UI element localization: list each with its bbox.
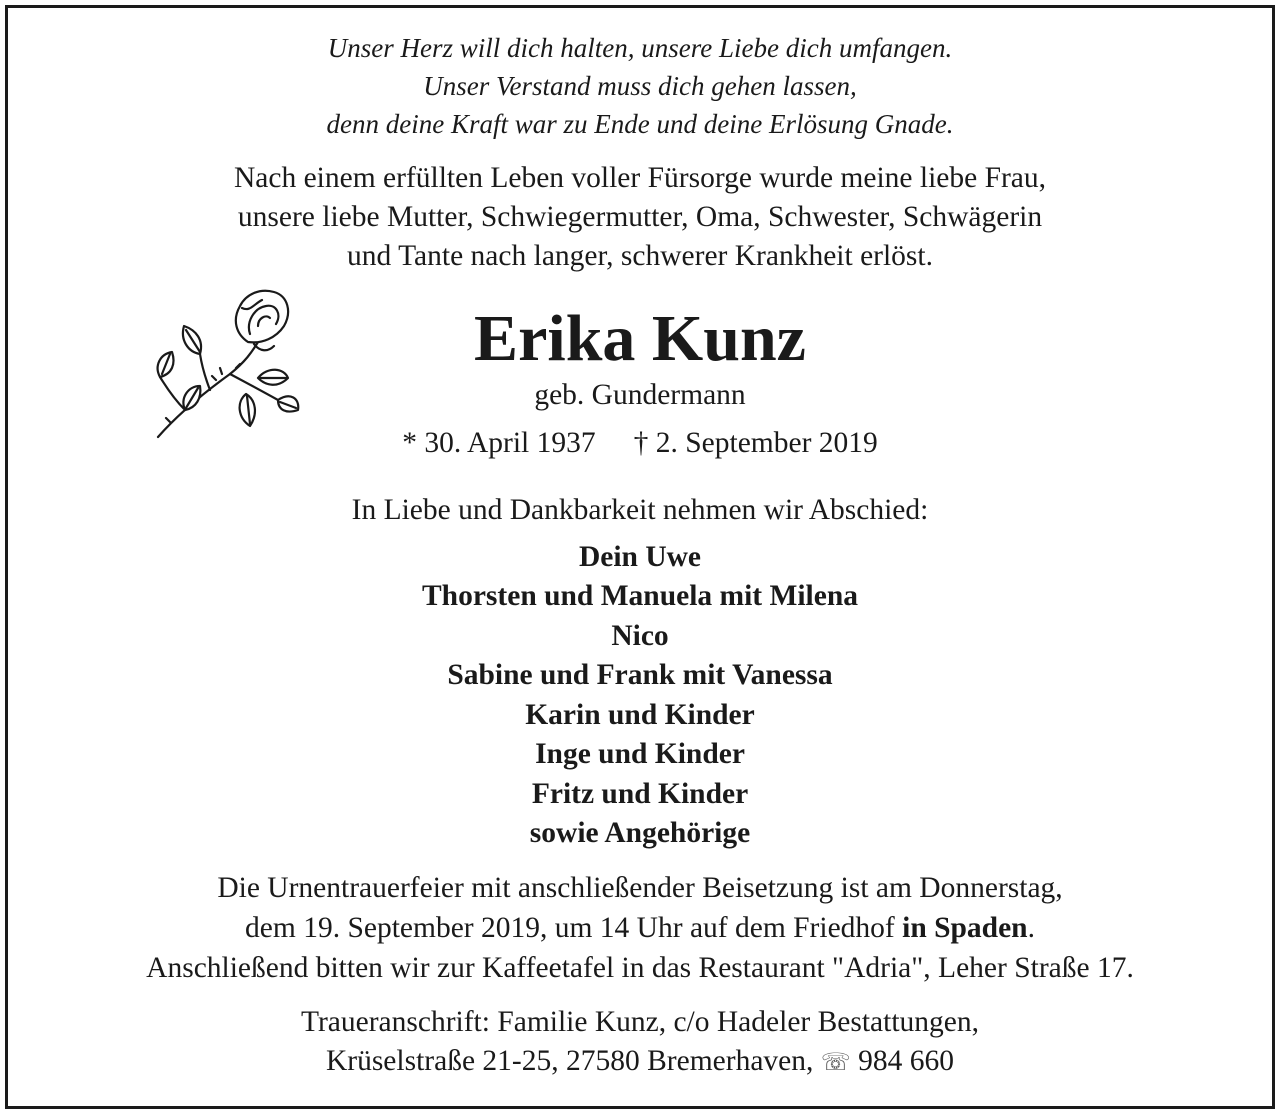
intro-line: unsere liebe Mutter, Schwiegermutter, Oma, Schwester, Schwägerin [237,201,1043,233]
intro-line: Nach einem erfüllten Leben voller Fürsorge wurde meine liebe Frau, [233,162,1047,194]
address-line [0,1047,1280,1077]
address-text: Krüselstraße 21-25, 27580 Bremerhaven, [325,1045,821,1077]
ceremony-place: in Spaden [902,912,1028,944]
ceremony-text: dem 19. September 2019, um 14 Uhr auf dem Friedhof [245,912,903,944]
poem-line: denn deine Kraft war zu Ende und deine Erlösung Gnade. [326,109,954,139]
telephone-icon: ☏ [820,1048,851,1076]
mourner-line: Inge und Kinder [535,738,745,770]
mourner-line: Dein Uwe [578,541,702,573]
mourner-line: Nico [611,620,669,652]
birth-date: * 30. April 1937 [402,427,596,459]
ceremony-line [0,914,1280,944]
phone-number: 984 660 [850,1045,955,1077]
mourner-line: Karin und Kinder [525,699,755,731]
life-dates [0,429,1280,459]
ceremony-line: Die Urnentrauerfeier mit anschließender Beisetzung ist am Donnerstag, [217,872,1063,904]
poem-line: Unser Verstand muss dich gehen lassen, [423,71,857,101]
ceremony-line: Anschließend bitten wir zur Kaffeetafel in das Restaurant "Adria", Leher Straße 17. [146,952,1134,984]
mourner-line: sowie Angehörige [529,817,751,849]
poem-line: Unser Herz will dich halten, unsere Liebe dich umfangen. [327,33,953,63]
mourner-line: Thorsten und Manuela mit Milena [422,580,858,612]
birth-name: geb. Gundermann [534,379,746,411]
mourner-line: Sabine und Frank mit Vanessa [447,659,833,691]
farewell-line: In Liebe und Dankbarkeit nehmen wir Abschied: [351,494,929,526]
address-line: Traueranschrift: Familie Kunz, c/o Hadeler Bestattungen, [300,1006,980,1038]
deceased-name: Erika Kunz [474,302,806,375]
ceremony-text: . [1027,912,1035,944]
mourner-line: Fritz und Kinder [531,778,749,810]
death-date: † 2. September 2019 [633,427,878,459]
intro-line: und Tante nach langer, schwerer Krankheit erlöst. [347,240,933,272]
